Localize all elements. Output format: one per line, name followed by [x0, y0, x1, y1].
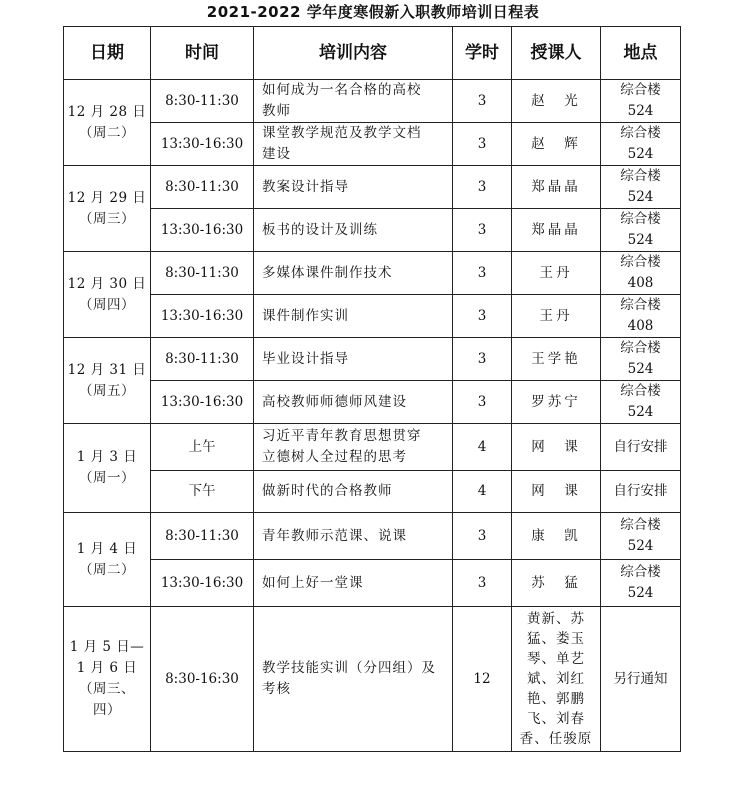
weekday-text: （周三、 [79, 681, 135, 697]
weekday-text: （周一） [79, 470, 135, 486]
page-title: 2021-2022 学年度寒假新入职教师培训日程表 [206, 3, 540, 21]
header-row [64, 27, 681, 80]
date-cell [64, 607, 151, 752]
schedule-table [63, 26, 681, 752]
time-cell: 8:30-11:30 [151, 80, 254, 123]
place-cell: 综合楼 524 [601, 123, 681, 166]
hours-cell: 3 [453, 513, 512, 560]
place-cell: 自行安排 [601, 424, 681, 471]
hours-cell: 3 [453, 80, 512, 123]
content-cell: 多媒体课件制作技术 [254, 252, 453, 295]
date-cell [64, 513, 151, 607]
place-cell: 综合楼 524 [601, 338, 681, 381]
hours-cell: 12 [453, 607, 512, 752]
content-cell: 习近平青年教育思想贯穿 立德树人全过程的思考 [254, 424, 453, 471]
content-cell: 课堂教学规范及教学文档 建设 [254, 123, 453, 166]
date-text: 12 月 30 日 [67, 275, 147, 292]
date-text: 1 月 6 日 [76, 660, 138, 676]
teacher-cell: 康 凯 [512, 513, 601, 560]
date-text: 1 月 3 日 [76, 449, 138, 465]
time-cell: 8:30-11:30 [151, 166, 254, 209]
date-cell [64, 80, 151, 166]
time-cell: 8:30-11:30 [151, 513, 254, 560]
content-cell: 青年教师示范课、说课 [254, 513, 453, 560]
table-row [64, 252, 681, 295]
content-cell: 教案设计指导 [254, 166, 453, 209]
time-cell: 8:30-11:30 [151, 338, 254, 381]
header-content: 培训内容 [254, 27, 453, 80]
time-cell: 13:30-16:30 [151, 295, 254, 338]
hours-cell: 3 [453, 209, 512, 252]
date-text: 12 月 31 日 [67, 361, 147, 378]
table-row [64, 338, 681, 381]
teacher-cell: 罗苏宁 [512, 381, 601, 424]
hours-cell: 3 [453, 295, 512, 338]
weekday-text: （周四） [79, 296, 135, 313]
teacher-cell: 网 课 [512, 471, 601, 513]
time-cell: 13:30-16:30 [151, 560, 254, 607]
content-cell: 课件制作实训 [254, 295, 453, 338]
teacher-cell: 苏 猛 [512, 560, 601, 607]
time-cell: 下午 [151, 471, 254, 513]
table-row [64, 381, 681, 424]
teacher-cell: 郑晶晶 [512, 209, 601, 252]
table-row [64, 424, 681, 471]
place-cell: 另行通知 [601, 607, 681, 752]
header-time: 时间 [151, 27, 254, 80]
place-cell: 综合楼 524 [601, 209, 681, 252]
time-cell: 8:30-16:30 [151, 607, 254, 752]
place-cell: 自行安排 [601, 471, 681, 513]
table-row [64, 209, 681, 252]
table-row [64, 166, 681, 209]
hours-cell: 4 [453, 471, 512, 513]
date-cell [64, 424, 151, 513]
place-cell: 综合楼 524 [601, 513, 681, 560]
content-cell: 板书的设计及训练 [254, 209, 453, 252]
content-cell: 高校教师师德师风建设 [254, 381, 453, 424]
hours-cell: 3 [453, 166, 512, 209]
header-hours: 学时 [453, 27, 512, 80]
teacher-cell: 王学艳 [512, 338, 601, 381]
weekday-text: （周二） [79, 561, 135, 578]
header-teacher: 授课人 [512, 27, 601, 80]
place-cell: 综合楼 524 [601, 381, 681, 424]
content-cell: 如何上好一堂课 [254, 560, 453, 607]
hours-cell: 3 [453, 381, 512, 424]
table-row [64, 560, 681, 607]
time-cell: 13:30-16:30 [151, 123, 254, 166]
time-cell: 13:30-16:30 [151, 209, 254, 252]
teacher-cell: 网 课 [512, 424, 601, 471]
place-cell: 综合楼 524 [601, 166, 681, 209]
teacher-cell: 王丹 [512, 252, 601, 295]
time-cell: 8:30-11:30 [151, 252, 254, 295]
hours-cell: 3 [453, 560, 512, 607]
date-text: 1 月 5 日— [69, 639, 145, 655]
date-cell [64, 252, 151, 338]
teacher-cell: 赵 辉 [512, 123, 601, 166]
weekday-text: （周三） [79, 210, 135, 227]
content-cell: 教学技能实训（分四组）及 考核 [254, 607, 453, 752]
date-text: 1 月 4 日 [76, 540, 138, 557]
hours-cell: 3 [453, 123, 512, 166]
place-cell: 综合楼 524 [601, 560, 681, 607]
table-row [64, 123, 681, 166]
hours-cell: 4 [453, 424, 512, 471]
weekday-text: （周五） [79, 382, 135, 399]
place-cell: 综合楼 408 [601, 295, 681, 338]
time-cell: 上午 [151, 424, 254, 471]
teacher-cell: 郑晶晶 [512, 166, 601, 209]
content-cell: 如何成为一名合格的高校 教师 [254, 80, 453, 123]
date-text: 12 月 29 日 [67, 189, 147, 206]
weekday-text: （周二） [79, 124, 135, 141]
header-date: 日期 [64, 27, 151, 80]
date-cell [64, 338, 151, 424]
content-cell: 做新时代的合格教师 [254, 471, 453, 513]
teacher-cell: 黄新、苏 猛、娄玉 琴、单艺 斌、刘红 艳、郭鹏 飞、刘春 香、任骏原 [512, 607, 601, 752]
table-row [64, 295, 681, 338]
weekday-text: 四） [93, 702, 121, 718]
table-row [64, 471, 681, 513]
place-cell: 综合楼 408 [601, 252, 681, 295]
teacher-cell: 王丹 [512, 295, 601, 338]
header-place: 地点 [601, 27, 681, 80]
time-cell: 13:30-16:30 [151, 381, 254, 424]
table-row [64, 80, 681, 123]
place-cell: 综合楼 524 [601, 80, 681, 123]
content-cell: 毕业设计指导 [254, 338, 453, 381]
table-row [64, 513, 681, 560]
date-cell [64, 166, 151, 252]
hours-cell: 3 [453, 338, 512, 381]
hours-cell: 3 [453, 252, 512, 295]
date-text: 12 月 28 日 [67, 103, 147, 120]
teacher-cell: 赵 光 [512, 80, 601, 123]
table-row [64, 607, 681, 752]
